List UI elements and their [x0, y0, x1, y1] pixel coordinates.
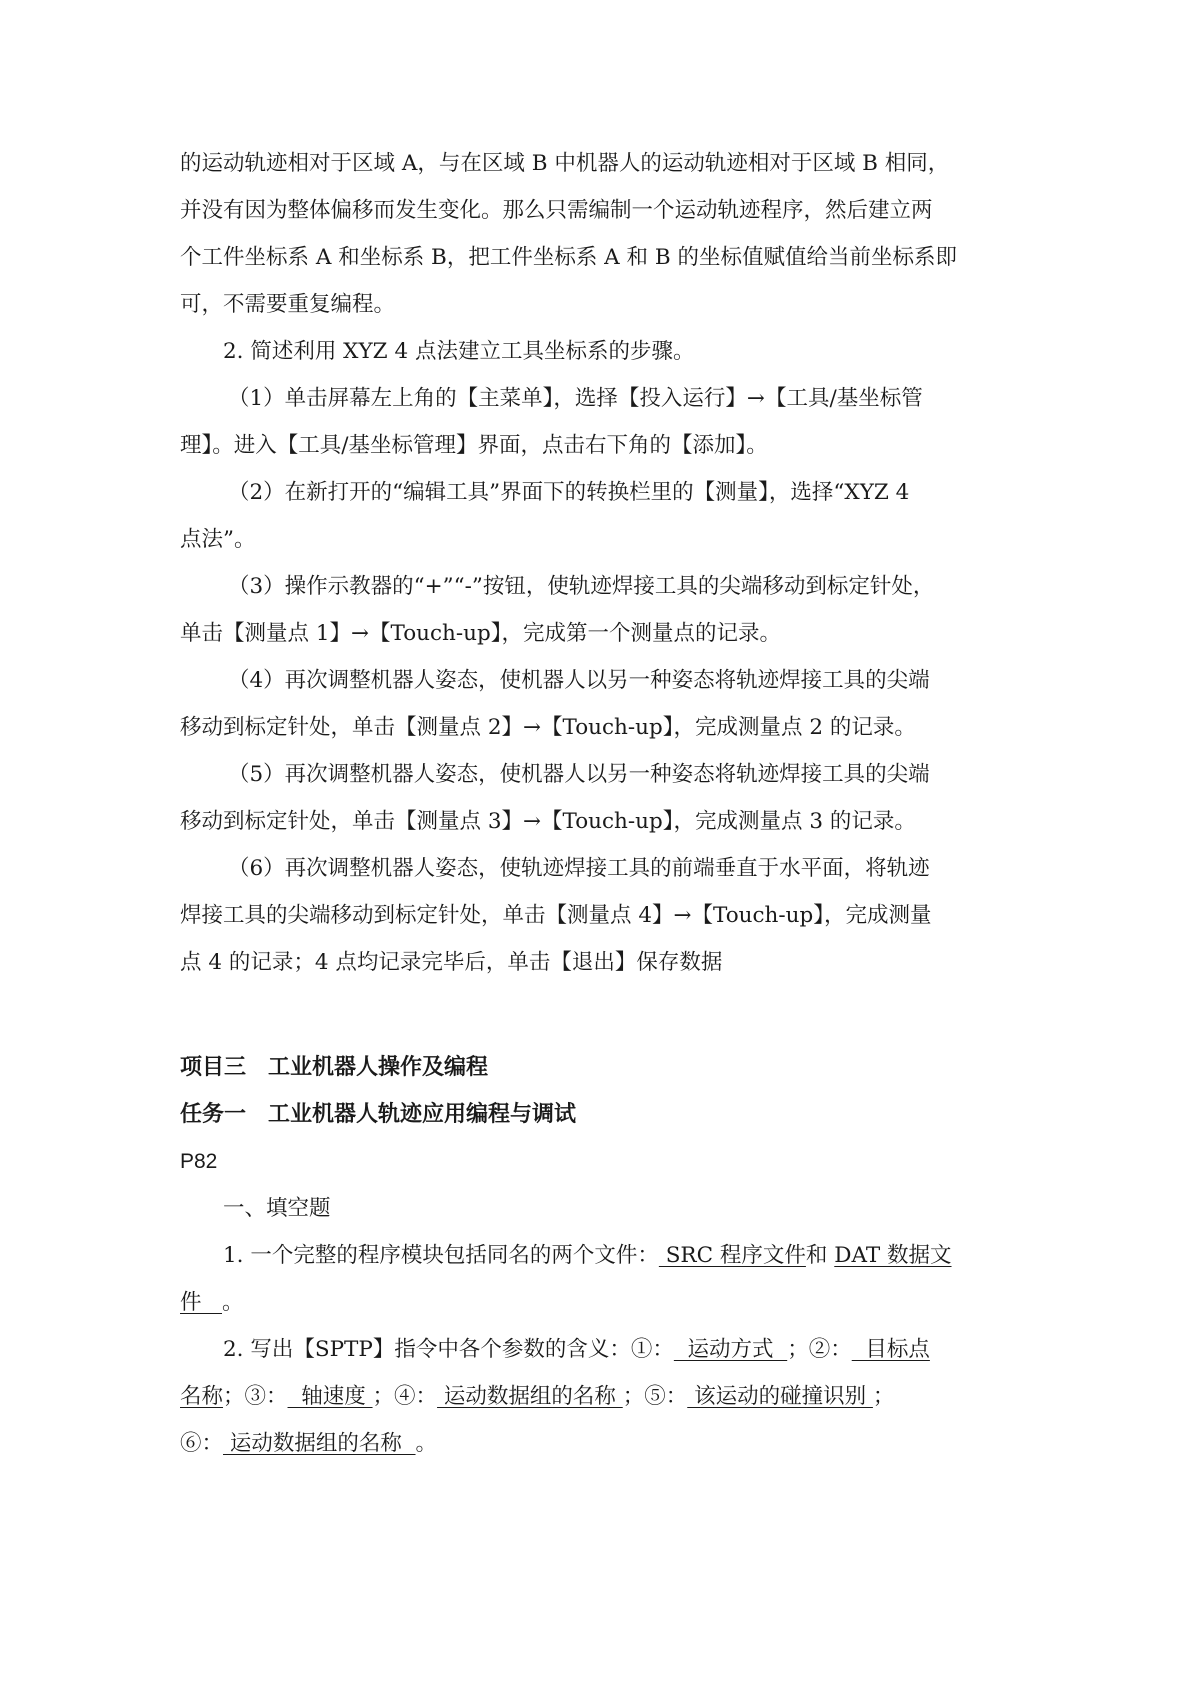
answer-blank: 轴速度 — [287, 1384, 373, 1409]
step-line: （1）单击屏幕左上角的【主菜单】，选择【投入运行】→【工具/基坐标管 — [228, 386, 923, 411]
page-reference: P82 — [180, 1150, 218, 1173]
part-title: 一、填空题 — [223, 1196, 331, 1221]
fill-text: ；②： — [787, 1337, 852, 1362]
fill-text: 。 — [222, 1290, 244, 1315]
answer-blank: DAT 数据文 — [834, 1243, 952, 1268]
step-line: 移动到标定针处，单击【测量点 2】→【Touch-up】，完成测量点 2 的记录。 — [180, 715, 916, 740]
fill-text: ⑥： — [180, 1431, 224, 1456]
intro-line: 的运动轨迹相对于区域 A，与在区域 B 中机器人的运动轨迹相对于区域 B 相同， — [180, 151, 950, 176]
fill-line — [180, 1420, 1012, 1467]
fill-text: 。 — [415, 1431, 438, 1456]
fill-text: ；⑤： — [622, 1384, 688, 1409]
step-line: 单击【测量点 1】→【Touch-up】，完成第一个测量点的记录。 — [180, 621, 782, 646]
step-line: 焊接工具的尖端移动到标定针处，单击【测量点 4】→【Touch-up】，完成测量 — [180, 903, 932, 928]
step-line: 移动到标定针处，单击【测量点 3】→【Touch-up】，完成测量点 3 的记录。 — [180, 809, 916, 834]
intro-paragraph — [180, 140, 1012, 328]
step-line: （5）再次调整机器人姿态，使机器人以另一种姿态将轨迹焊接工具的尖端 — [228, 762, 930, 787]
answer-blank: 该运动的碰撞识别 — [687, 1384, 873, 1409]
step-line: （4）再次调整机器人姿态，使机器人以另一种姿态将轨迹焊接工具的尖端 — [228, 668, 930, 693]
fill-text: ； — [872, 1384, 895, 1409]
fill-text: ；④： — [372, 1384, 438, 1409]
step-1 — [180, 375, 1012, 469]
question-2-title: 2. 简述利用 XYZ 4 点法建立工具坐标系的步骤。 — [223, 339, 695, 364]
fill-text: 2. 写出【SPTP】指令中各个参数的含义：①： — [223, 1337, 674, 1362]
spacer — [180, 986, 1012, 1044]
fill-text: ；③： — [223, 1384, 288, 1409]
step-4 — [180, 657, 1012, 751]
fill-line — [180, 1326, 1012, 1373]
step-line: 点 4 的记录；4 点均记录完毕后，单击【退出】保存数据 — [180, 950, 723, 975]
answer-blank: 运动数据组的名称 — [223, 1431, 416, 1456]
fill-question-2 — [180, 1326, 1012, 1467]
intro-line: 个工件坐标系 A 和坐标系 B，把工件坐标系 A 和 B 的坐标值赋值给当前坐标系即 — [180, 245, 957, 270]
answer-blank: 运动方式 — [673, 1337, 788, 1362]
answer-blank: SRC 程序文件 — [658, 1243, 806, 1268]
step-line: （3）操作示教器的“+”“-”按钮，使轨迹焊接工具的尖端移动到标定针处， — [228, 574, 935, 599]
answer-blank: 目标点 — [851, 1337, 930, 1362]
step-3 — [180, 563, 1012, 657]
intro-line: 并没有因为整体偏移而发生变化。那么只需编制一个运动轨迹程序，然后建立两 — [180, 198, 933, 223]
fill-line — [180, 1279, 1012, 1326]
answer-blank: 件 — [180, 1290, 223, 1315]
step-line: （6）再次调整机器人姿态，使轨迹焊接工具的前端垂直于水平面，将轨迹 — [228, 856, 930, 881]
step-line: 理】。进入【工具/基坐标管理】界面，点击右下角的【添加】。 — [180, 433, 768, 458]
step-line: 点法”。 — [180, 527, 256, 552]
fill-text: 和 — [805, 1243, 835, 1268]
step-5 — [180, 751, 1012, 845]
fill-line — [180, 1232, 1012, 1279]
document-page — [180, 140, 1012, 1467]
answer-blank: 运动数据组的名称 — [437, 1384, 623, 1409]
step-2 — [180, 469, 1012, 563]
step-6 — [180, 845, 1012, 986]
project-heading: 项目三 工业机器人操作及编程 — [180, 1055, 489, 1080]
answer-blank: 名称 — [180, 1384, 224, 1409]
task-heading: 任务一 工业机器人轨迹应用编程与调试 — [180, 1102, 577, 1127]
fill-text: 1. 一个完整的程序模块包括同名的两个文件： — [223, 1243, 659, 1268]
fill-question-1 — [180, 1232, 1012, 1326]
intro-line: 可，不需要重复编程。 — [180, 292, 396, 317]
fill-line — [180, 1373, 1012, 1420]
step-line: （2）在新打开的“编辑工具”界面下的转换栏里的【测量】，选择“XYZ 4 — [228, 480, 910, 505]
